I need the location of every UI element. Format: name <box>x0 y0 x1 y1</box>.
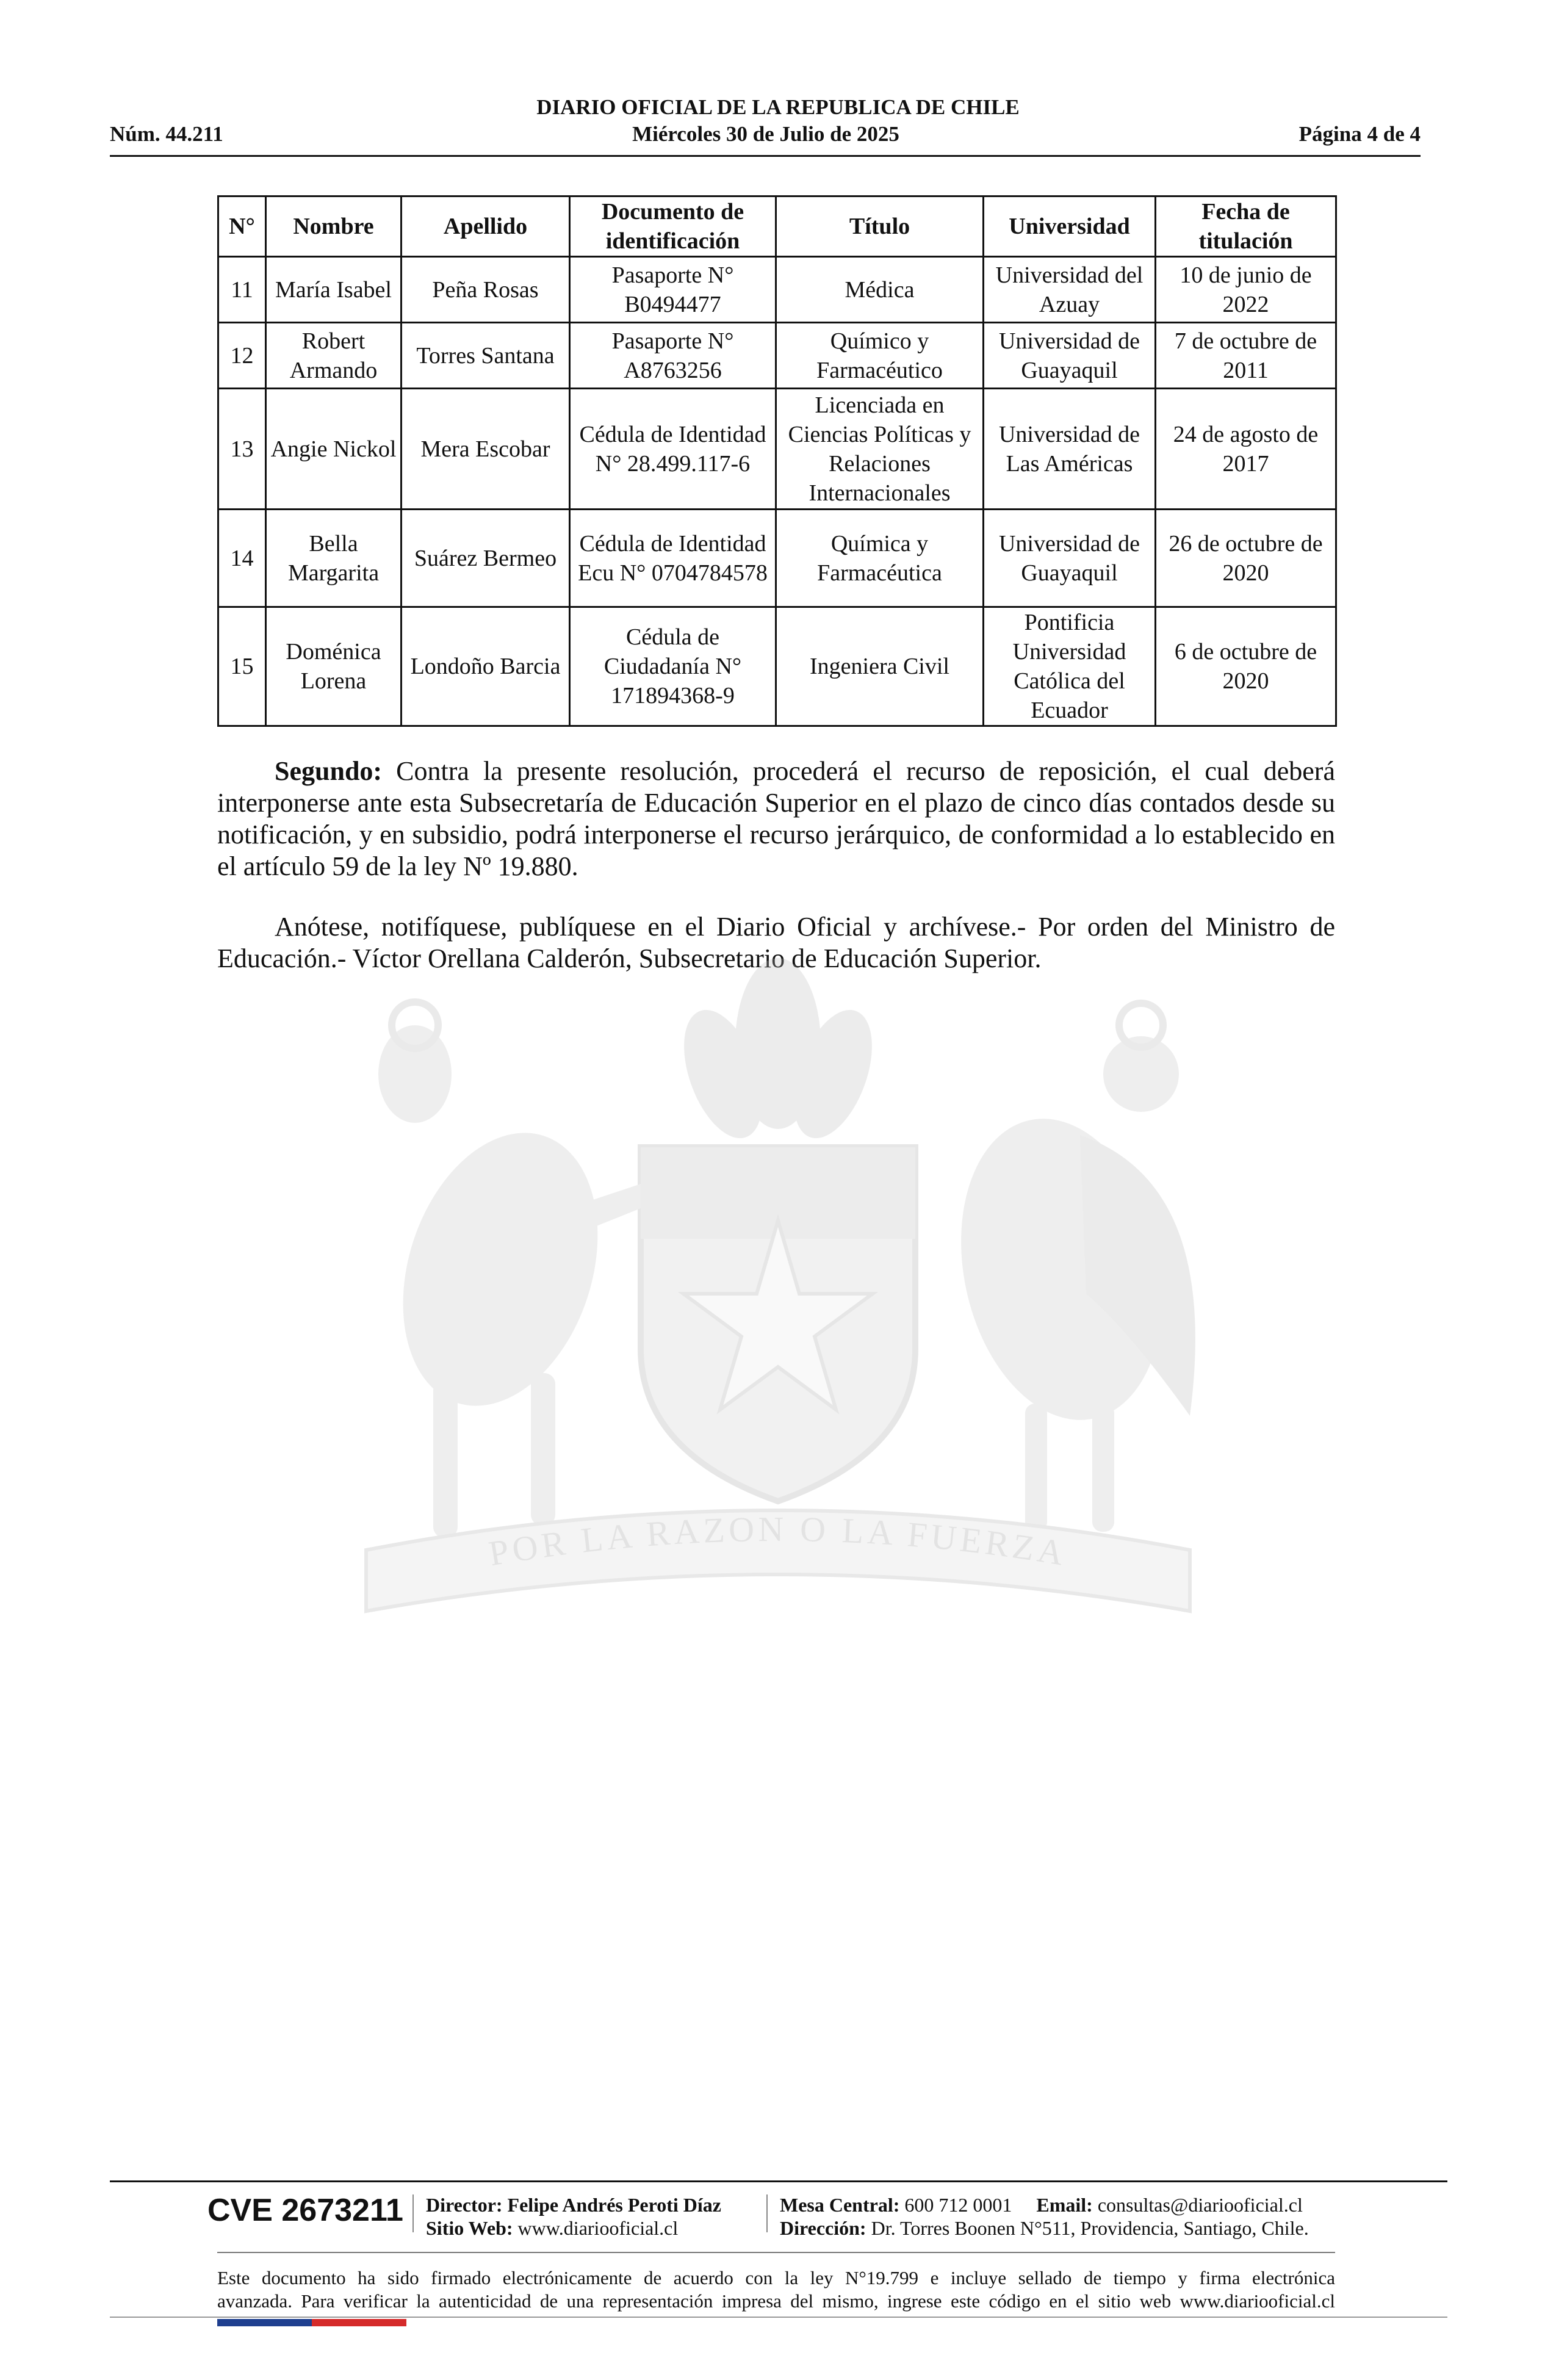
website-label: Sitio Web: <box>426 2217 513 2239</box>
cell-nombre: Doménica Lorena <box>266 607 402 726</box>
table-row <box>218 257 1336 323</box>
table-row <box>218 389 1336 510</box>
cell-nombre: Bella Margarita <box>266 510 402 607</box>
cell-apellido: Mera Escobar <box>402 389 570 510</box>
cell-apellido: Londoño Barcia <box>402 607 570 726</box>
cve-code: CVE 2673211 <box>207 2193 403 2228</box>
footer-mid-divider <box>217 2252 1335 2253</box>
director-label: Director: <box>426 2194 503 2216</box>
cell-documento: Pasaporte N° B0494477 <box>570 257 776 323</box>
footer-address <box>780 2216 1309 2240</box>
cell-nombre: Robert Armando <box>266 323 402 389</box>
paragraph-segundo <box>217 755 1335 882</box>
col-header-universidad: Universidad <box>984 197 1156 257</box>
cell-titulo: Química y Farmacéutica <box>776 510 984 607</box>
segundo-label: Segundo: <box>275 756 383 786</box>
cell-universidad: Universidad del Azuay <box>984 257 1156 323</box>
cell-fecha: 26 de octubre de 2020 <box>1156 510 1336 607</box>
paragraph-cierre: Anótese, notifíquese, publíquese en el Diario Oficial y archívese.- Por orden del Ministro de Educación.- Víctor Orellana Calderón, Subsecretario de Educación Superior. <box>217 912 1335 973</box>
table-row <box>218 510 1336 607</box>
cell-apellido: Peña Rosas <box>402 257 570 323</box>
segundo-text: Contra la presente resolución, procederá el recurso de reposición, el cual deberá interponerse ante esta Subsecretaría de Educación Superior en el plazo de cinco días contados desde su notificación, y en subsidio, podrá interponerse el recurso jerárquico, de conformidad a lo establecido en el artículo 59 de la ley Nº 19.880. <box>217 756 1335 881</box>
table-header-row <box>218 197 1336 257</box>
email-link[interactable]: consultas@diariooficial.cl <box>1092 2194 1303 2216</box>
cell-documento: Cédula de Identidad N° 28.499.117-6 <box>570 389 776 510</box>
col-header-nombre: Nombre <box>266 197 402 257</box>
director-name: Felipe Andrés Peroti Díaz <box>502 2194 721 2216</box>
ribbon-icon <box>366 1509 1190 1611</box>
col-header-numero: N° <box>218 197 266 257</box>
cell-fecha: 6 de octubre de 2020 <box>1156 607 1336 726</box>
website-link[interactable]: www.diariooficial.cl <box>513 2217 679 2239</box>
cell-nombre: María Isabel <box>266 257 402 323</box>
header-divider <box>110 155 1421 157</box>
cell-documento: Pasaporte N° A8763256 <box>570 323 776 389</box>
cell-numero: 11 <box>218 257 266 323</box>
address-label: Dirección: <box>780 2217 866 2239</box>
cell-fecha: 7 de octubre de 2011 <box>1156 323 1336 389</box>
cell-fecha: 24 de agosto de 2017 <box>1156 389 1336 510</box>
cell-titulo: Químico y Farmacéutico <box>776 323 984 389</box>
condor-icon <box>935 1003 1195 1532</box>
footer-website <box>426 2216 678 2240</box>
cell-numero: 15 <box>218 607 266 726</box>
footer-top-divider <box>110 2180 1447 2182</box>
col-header-apellido: Apellido <box>402 197 570 257</box>
cell-titulo: Ingeniera Civil <box>776 607 984 726</box>
cell-apellido: Torres Santana <box>402 323 570 389</box>
phone-number: 600 712 0001 <box>899 2194 1012 2216</box>
cell-titulo: Licenciada en Ciencias Políticas y Relaciones Internacionales <box>776 389 984 510</box>
footer-director <box>426 2193 721 2216</box>
footer-separator <box>766 2194 768 2232</box>
cell-numero: 14 <box>218 510 266 607</box>
signature-note-line-1: Este documento ha sido firmado electrónicamente de acuerdo con la ley N°19.799 e incluye sellado de tiempo y firma electrónica <box>217 2267 1335 2288</box>
col-header-titulo: Título <box>776 197 984 257</box>
cell-documento: Cédula de Identidad Ecu N° 0704784578 <box>570 510 776 607</box>
cell-documento: Cédula de Ciudadanía N° 171894368-9 <box>570 607 776 726</box>
issue-date: Miércoles 30 de Julio de 2025 <box>632 122 899 146</box>
col-header-fecha: Fecha de titulación <box>1156 197 1336 257</box>
huemul-icon <box>370 1002 641 1538</box>
footer-contact <box>780 2193 1303 2216</box>
cell-fecha: 10 de junio de 2022 <box>1156 257 1336 323</box>
table-row <box>218 323 1336 389</box>
page-number: Página 4 de 4 <box>1298 122 1421 146</box>
address-value: Dr. Torres Boonen N°511, Providencia, Santiago, Chile. <box>866 2217 1309 2239</box>
cell-apellido: Suárez Bermeo <box>402 510 570 607</box>
flag-stripe-red <box>312 2319 406 2326</box>
footer-bottom-divider <box>110 2317 1447 2318</box>
cell-universidad: Pontificia Universidad Católica del Ecuador <box>984 607 1156 726</box>
flag-stripe-blue <box>217 2319 312 2326</box>
newspaper-title: DIARIO OFICIAL DE LA REPUBLICA DE CHILE <box>536 95 1020 119</box>
footer-separator <box>412 2194 414 2232</box>
cell-titulo: Médica <box>776 257 984 323</box>
cell-numero: 12 <box>218 323 266 389</box>
table-row <box>218 607 1336 726</box>
issue-number: Núm. 44.211 <box>110 122 223 146</box>
email-label: Email: <box>1036 2194 1093 2216</box>
signature-note-line-2: avanzada. Para verificar la autenticidad de una representación impresa del mismo, ingrese este código en el sitio web www.diariooficial.cl <box>217 2290 1335 2312</box>
plumes-icon <box>669 958 888 1149</box>
cell-numero: 13 <box>218 389 266 510</box>
cell-universidad: Universidad de Las Américas <box>984 389 1156 510</box>
coat-of-arms-watermark <box>214 952 1342 1697</box>
graduates-table <box>217 195 1337 727</box>
cell-universidad: Universidad de Guayaquil <box>984 323 1156 389</box>
cell-universidad: Universidad de Guayaquil <box>984 510 1156 607</box>
motto-text: POR LA RAZON O LA FUERZA <box>486 1509 1070 1574</box>
col-header-documento: Documento de identificación <box>570 197 776 257</box>
phone-label: Mesa Central: <box>780 2194 900 2216</box>
shield-icon <box>641 1147 915 1501</box>
cell-nombre: Angie Nickol <box>266 389 402 510</box>
